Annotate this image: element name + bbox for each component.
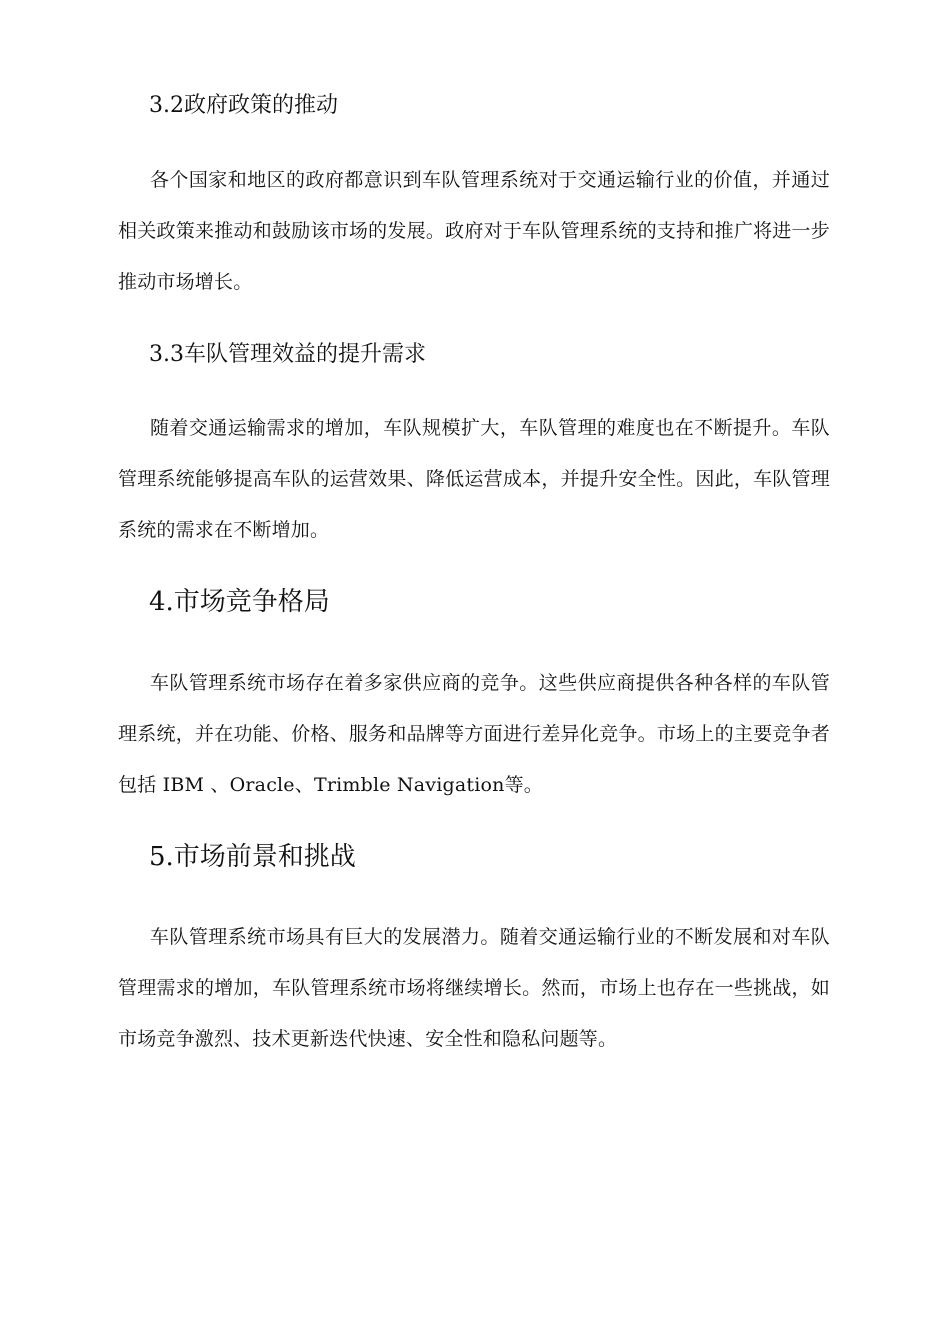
section-heading-3-2: 3.2政府政策的推动 [149, 93, 338, 118]
section-heading-4: 4.市场竞争格局 [149, 587, 330, 617]
section-paragraph-3-3: 随着交通运输需求的增加，车队规模扩大，车队管理的难度也在不断提升。车队管理系统能够提高车队的运营效果、降低运营成本，并提升安全性。因此，车队管理系统的需求在不断增加。 [118, 417, 830, 541]
section-paragraph-5: 车队管理系统市场具有巨大的发展潜力。随着交通运输行业的不断发展和对车队管理需求的增加，车队管理系统市场将继续增长。然而，市场上也存在一些挑战，如市场竞争激烈、技术更新迭代快速、安全性和隐私问题等。 [118, 926, 830, 1050]
section-paragraph-3-2: 各个国家和地区的政府都意识到车队管理系统对于交通运输行业的价值，并通过相关政策来推动和鼓励该市场的发展。政府对于车队管理系统的支持和推广将进一步推动市场增长。 [118, 169, 830, 293]
section-heading-3-3: 3.3车队管理效益的提升需求 [149, 342, 426, 367]
section-paragraph-4: 车队管理系统市场存在着多家供应商的竞争。这些供应商提供各种各样的车队管理系统，并在功能、价格、服务和品牌等方面进行差异化竞争。市场上的主要竞争者包括 IBM 、Oracle、Trimble Navigation等。 [118, 672, 830, 796]
section-heading-5: 5.市场前景和挑战 [149, 842, 356, 872]
